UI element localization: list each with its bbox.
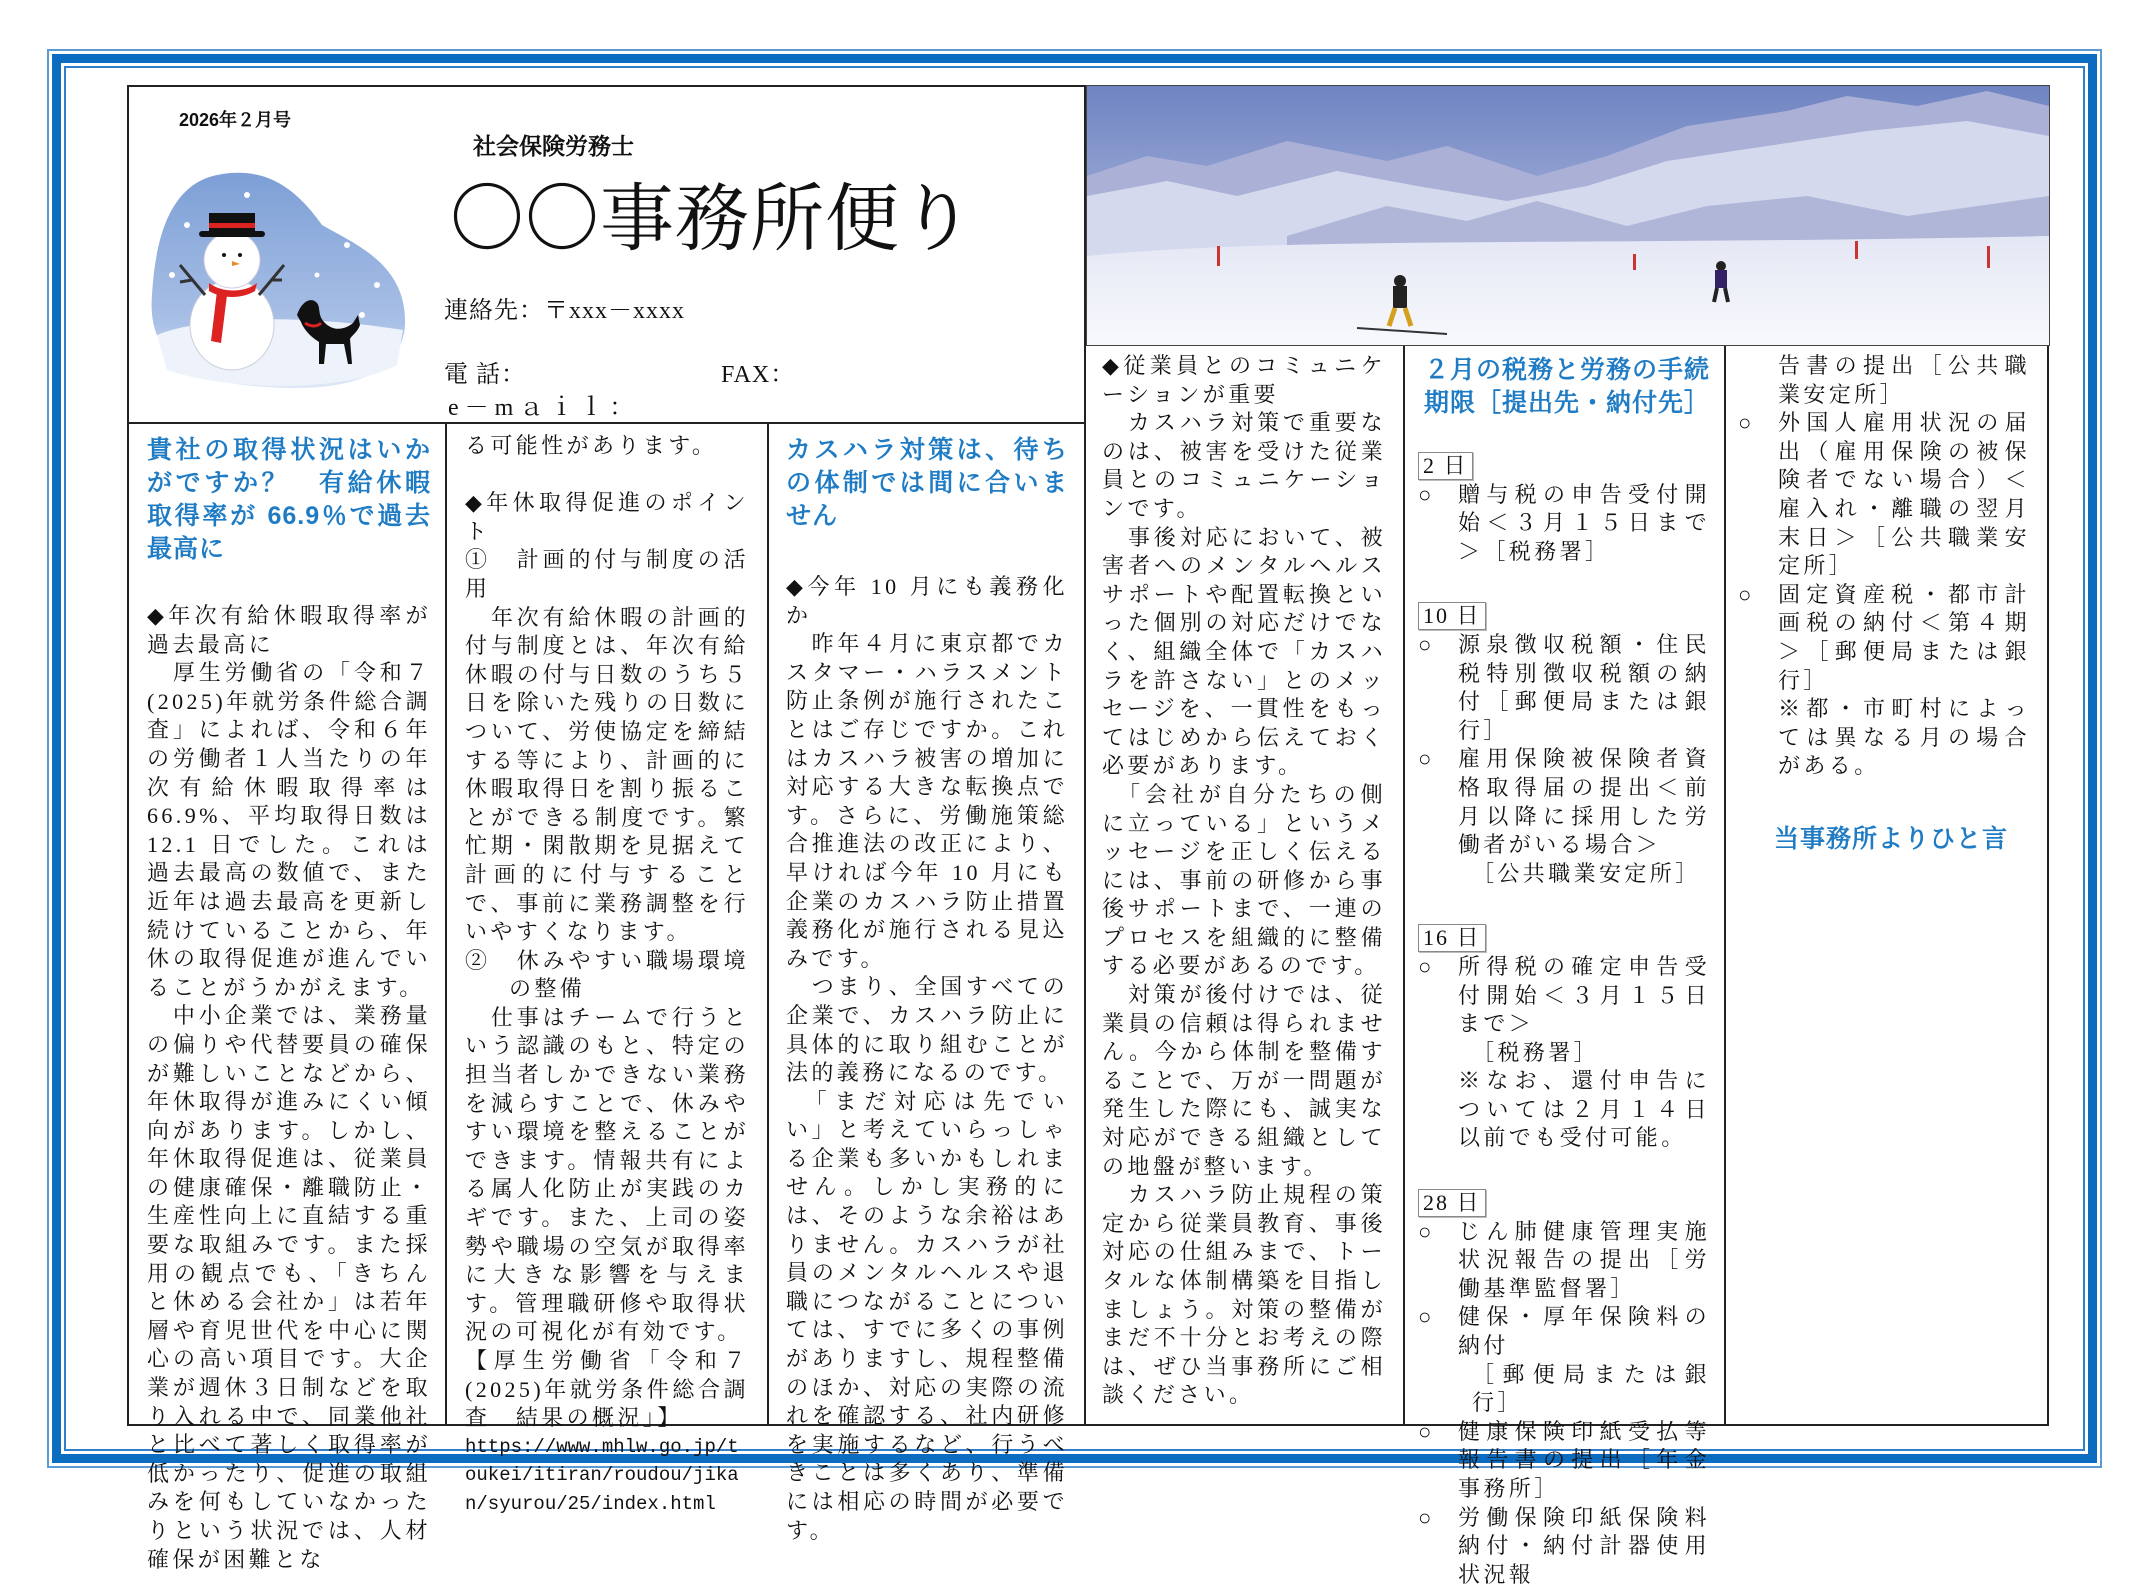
source-link[interactable]: https://www.mhlw.go.jp/toukei/itiran/roudou/jikan/syurou/25/index.html xyxy=(465,1435,739,1515)
schedule-item-text: 源泉徴収税額・住民税特別徴収税額の納付［郵便局または銀行］ xyxy=(1458,631,1710,743)
circle-bullet-icon: ○ xyxy=(1418,1504,1435,1530)
paragraph: カスハラ防止規程の策定から従業員教育、事後対応の仕組みまで、トータルな体制構築を目指しましょう。対策の整備がまだ不十分とお考えの際は、ぜひ当事務所にご相談ください。 xyxy=(1102,1182,1386,1408)
schedule-day-group xyxy=(1418,446,1710,566)
fax-label: FAX： xyxy=(721,362,796,388)
schedule-item xyxy=(1738,409,2030,581)
paragraph: 中小企業では、業務量の偏りや代替要員の確保が難しいことなどから、年休取得が進みにくい傾向があります。しかし、年休取得促進は、従業員の健康確保・離職防止・生産性向上に直結する重要な取組みです。また採用の観点でも、「きちんと休める会社か」は若年層や育児世代を中心に関心の高い項目です。大企業が週休３日制などを取り入れる中で、同業他社と比べて著しく取得率が低かったり、促進の取組みを何もしていなかったりという状況では、人材確保が困難とな xyxy=(147,1003,431,1572)
schedule-item-destination: ［郵便局または銀行］ xyxy=(1472,1361,1710,1416)
schedule-item-text: 健康保険印紙受払等報告書の提出［年金事務所］ xyxy=(1458,1418,1710,1501)
schedule-item-text: 固定資産税・都市計画税の納付＜第４期＞［郵便局または銀行］ xyxy=(1778,581,2030,693)
circle-bullet-icon: ○ xyxy=(1418,953,1435,979)
phone-label: 電 話： xyxy=(444,362,526,388)
day-label: 16 日 xyxy=(1418,924,1486,952)
newsletter-title: 〇〇事務所便り xyxy=(450,177,975,260)
circle-bullet-icon: ○ xyxy=(1738,581,1755,607)
schedule-item xyxy=(1418,1218,1710,1304)
circle-bullet-icon: ○ xyxy=(1738,410,1755,436)
paragraph: 厚生労働省の「令和７(2025)年就労条件総合調査」によれば、令和６年の労働者１人当たりの年次有給休暇取得率は 66.9%、平均取得日数は 12.1 日でした。これは過去最高の数値で、また近年は過去最高を更新し続けていることから、年休の取得促進が進んでいることがうかがえます。 xyxy=(147,660,431,1000)
day-label: 2 日 xyxy=(1418,452,1473,480)
paragraph: つまり、全国すべての企業で、カスハラ防止に具体的に取り組むことが法的義務になるのです。 xyxy=(786,974,1068,1086)
issue-date: 2026年２月号 xyxy=(179,110,292,130)
office-message-heading: 当事務所よりひと言 xyxy=(1774,824,2009,853)
paragraph: 仕事はチームで行うという認識のもと、特定の担当者しかできない業務を減らすことで、休みやすい環境を整えることができます。情報共有による属人化防止が実践のカギです。また、上司の姿勢や職場の空気が取得率に大きな影響を与えます。管理職研修や取得状況の可視化が有効です。 xyxy=(465,1004,749,1345)
circle-bullet-icon: ○ xyxy=(1418,1304,1435,1330)
paragraph: 昨年４月に東京都でカスタマー・ハラスメント防止条例が施行されたことはご存じですか。これはカスハラ被害の増加に対応する大きな転換点です。さらに、労働施策総合推進法の改正により、早ければ今年 10 月にも企業のカスハラ防止措置義務化が施行される見込みです。 xyxy=(786,631,1068,971)
header-divider xyxy=(127,422,1085,424)
schedule-item-continued: 告書の提出［公共職業安定所］ xyxy=(1778,353,2030,407)
ski-photo xyxy=(1086,85,2050,346)
article-paid-leave-continued xyxy=(465,432,749,1519)
schedule-item xyxy=(1418,745,1710,888)
paragraph: 「会社が自分たちの側に立っている」というメッセージを正しく伝えるには、事前の研修から事後サポートまで、一連のプロセスを組織的に整備する必要があるのです。 xyxy=(1102,781,1386,979)
deadline-schedule-continued xyxy=(1738,352,2030,856)
column-divider xyxy=(767,422,769,1426)
schedule-item-text: 贈与税の申告受付開始＜３月１５日まで＞［税務署］ xyxy=(1458,481,1710,564)
section-heading: ◆今年 10 月にも義務化か xyxy=(786,574,1068,628)
schedule-day-group xyxy=(1418,596,1710,888)
schedule-item-text: 雇用保険被保険者資格取得届の提出＜前月以降に採用した労働者がいる場合＞ xyxy=(1458,746,1710,858)
paragraph: 対策が後付けでは、従業員の信頼は得られません。今から体制を整備することで、万が一問題が発生した際にも、誠実な対応ができる組織としての地盤が整います。 xyxy=(1102,982,1386,1179)
circle-bullet-icon: ○ xyxy=(1418,1218,1435,1244)
schedule-item-note: ※都・市町村によっては異なる月の場合がある。 xyxy=(1778,696,2030,779)
paragraph: る可能性があります。 xyxy=(465,433,718,458)
schedule-item xyxy=(1738,581,2030,781)
article-customer-harassment-continued xyxy=(1102,352,1386,1410)
point-heading: ① 計画的付与制度の活用 xyxy=(465,547,749,601)
day-label: 10 日 xyxy=(1418,602,1486,630)
schedule-item-text: 健保・厚年保険料の納付 xyxy=(1458,1304,1710,1359)
schedule-item xyxy=(1418,631,1710,745)
schedule-item xyxy=(1418,953,1710,1153)
point-heading: ② 休みやすい職場環境の整備 xyxy=(465,947,749,1002)
schedule-item xyxy=(1418,1418,1710,1504)
column-divider xyxy=(1724,344,1726,1426)
column-divider xyxy=(445,422,447,1426)
paragraph: 「まだ対応は先でいい」と考えていらっしゃる企業も多いかもしれません。しかし実務的には、そのような余裕はありません。カスハラが社員のメンタルヘルスや退職につながることについては、すでに多くの事例がありますし、規程整備のほか、対応の実際の流れを確認する、社内研修を実施するなど、行うべきことは多くあり、準備には相応の時間が必要です。 xyxy=(786,1088,1068,1543)
article-paid-leave xyxy=(147,434,431,1574)
circle-bullet-icon: ○ xyxy=(1418,481,1435,507)
schedule-item-text: じん肺健康管理実施状況報告の提出［労働基準監督署］ xyxy=(1458,1218,1710,1301)
schedule-item xyxy=(1418,481,1710,567)
section-heading: ◆従業員とのコミュニケーションが重要 xyxy=(1102,353,1386,407)
schedule-item-text: 所得税の確定申告受付開始＜３月１５日まで＞ xyxy=(1458,953,1710,1037)
article-heading: 貴社の取得状況はいかがですか？ 有給休暇取得率が 66.9％で過去最高に xyxy=(147,436,431,563)
source-citation: 【厚生労働省「令和７(2025)年就労条件総合調査 結果の概況」】 xyxy=(465,1348,749,1431)
schedule-item xyxy=(1418,1303,1710,1417)
schedule-item-destination: ［公共職業安定所］ xyxy=(1472,860,1701,886)
email-label: e－mａｉｌ： xyxy=(448,395,640,421)
office-type: 社会保険労務士 xyxy=(473,133,634,159)
schedule-item-text: 労働保険印紙保険料納付・納付計器使用状況報 xyxy=(1458,1504,1710,1587)
day-label: 28 日 xyxy=(1418,1189,1486,1217)
paragraph: カスハラ対策で重要なのは、被害を受けた従業員とのコミュニケーションです。 xyxy=(1102,410,1386,521)
section-heading: ◆年休取得促進のポイント xyxy=(465,490,749,544)
circle-bullet-icon: ○ xyxy=(1418,1418,1435,1444)
paragraph: 事後対応において、被害者へのメンタルヘルスサポートや配置転換といった個別の対応だけでなく、組織全体で「カスハラを許さない」とのメッセージを、一貫性をもってはじめから伝えておく必要があります。 xyxy=(1102,524,1386,779)
schedule-item-text: 外国人雇用状況の届出（雇用保険の被保険者でない場合）＜雇入れ・離職の翌月末日＞［公共職業安定所］ xyxy=(1778,410,2030,579)
circle-bullet-icon: ○ xyxy=(1418,746,1435,772)
column-divider xyxy=(1403,344,1405,1426)
paragraph: 年次有給休暇の計画的付与制度とは、年次有給休暇の付与日数のうち５日を除いた残りの日数について、労使協定を締結する等により、計画的に休暇取得日を割り振ることができる制度です。繁忙期・閑散期を見据えて計画的に付与することで、事前に業務調整を行いやすくなります。 xyxy=(465,604,749,945)
deadline-schedule xyxy=(1418,354,1710,1589)
article-heading: カスハラ対策は、待ちの体制では間に合いません xyxy=(786,436,1068,530)
schedule-day-group xyxy=(1418,918,1710,1153)
schedule-item xyxy=(1418,1504,1710,1589)
schedule-item-destination: ［税務署］ xyxy=(1472,1039,1600,1065)
schedule-heading: ２月の税務と労務の手続期限［提出先・納付先］ xyxy=(1424,356,1711,417)
contact-address: 連絡先：〒xxx－xxxx xyxy=(444,298,685,324)
schedule-item-note: ※なお、還付申告については２月１４日以前でも受付可能。 xyxy=(1458,1068,1710,1151)
snowman-illustration xyxy=(147,165,412,390)
circle-bullet-icon: ○ xyxy=(1418,631,1435,657)
schedule-day-group xyxy=(1418,1183,1710,1589)
article-customer-harassment xyxy=(786,434,1068,1545)
section-heading: ◆年次有給休暇取得率が過去最高に xyxy=(147,603,431,657)
